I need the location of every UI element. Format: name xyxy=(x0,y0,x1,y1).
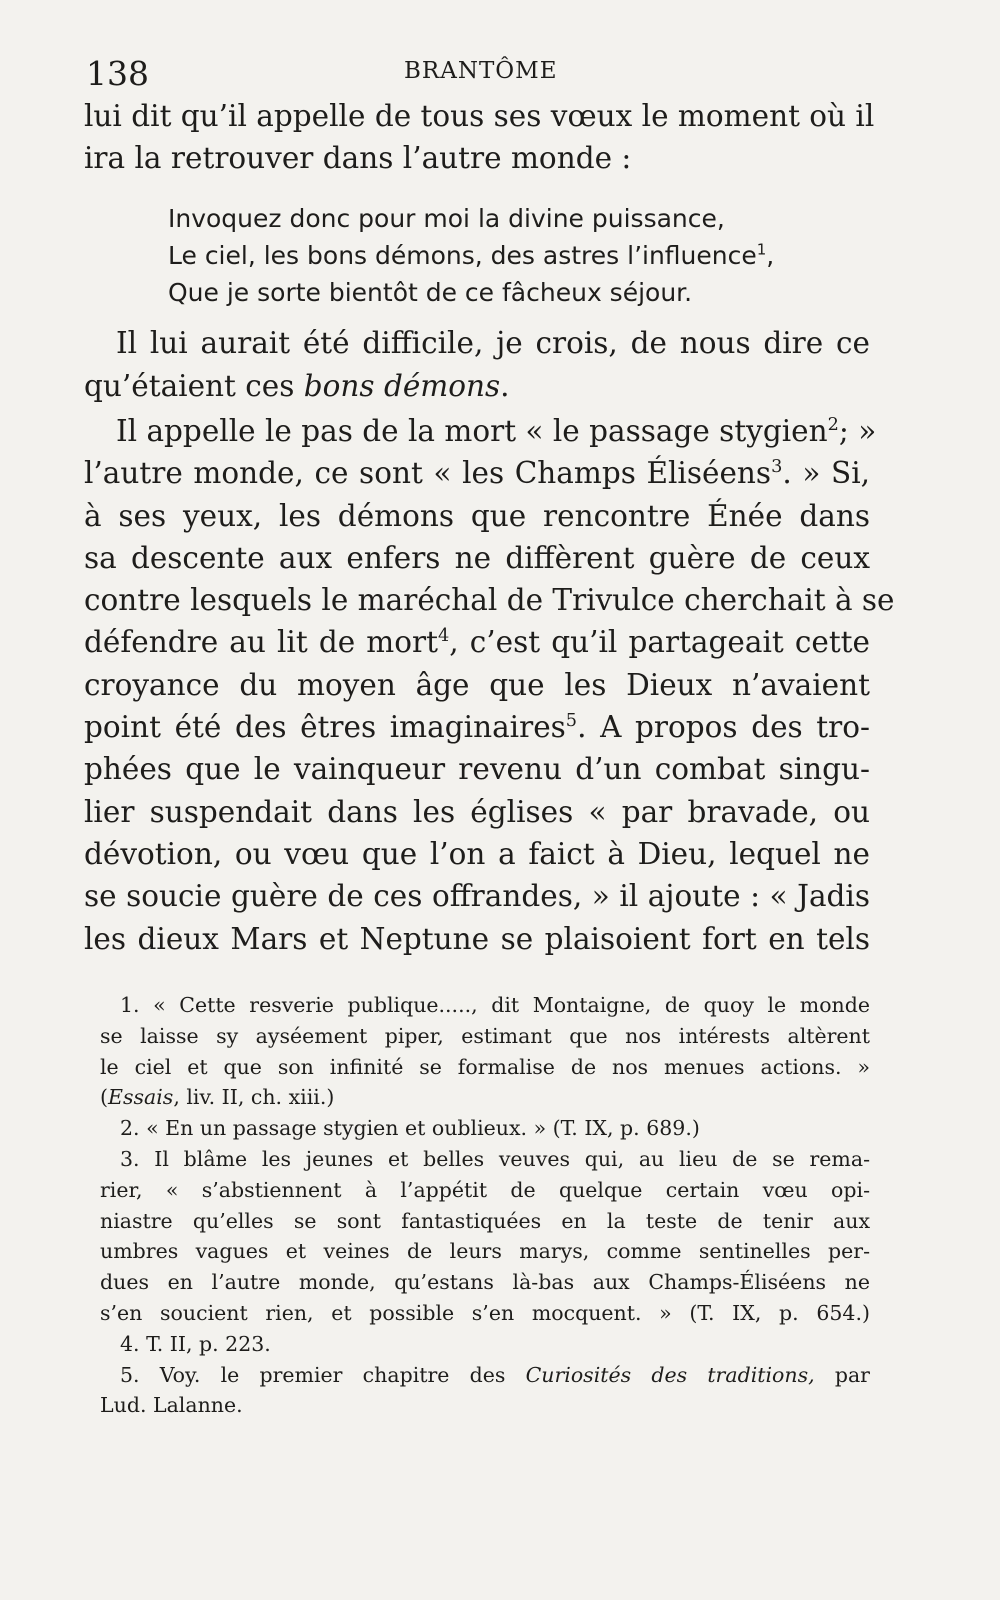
text-span: . xyxy=(500,369,510,404)
footnote-ref[interactable]: 4 xyxy=(438,626,450,647)
text-span: Il appelle le pas de la mort « le passage stygien xyxy=(116,414,828,448)
text-line xyxy=(84,365,870,408)
footnotes xyxy=(100,990,870,1421)
text-span: ; » xyxy=(838,414,877,448)
text-line: Il lui aurait été difficile, je crois, de nous dire ce xyxy=(116,326,870,360)
text-line: croyance du moyen âge que les Dieux n’avaient xyxy=(84,667,870,702)
italic-text: Curiosités des traditions, xyxy=(525,1362,815,1387)
text-line: dévotion, ou vœu que l’on a faict à Dieu, lequel ne xyxy=(84,836,870,871)
text-span: qu’étaient ces xyxy=(84,369,304,404)
footnote-line: Lud. Lalanne. xyxy=(100,1393,243,1418)
text-line xyxy=(84,621,870,663)
text-span: . » Si, xyxy=(782,456,871,491)
text-span: défendre au lit de mort xyxy=(84,625,438,660)
text-line: les dieux Mars et Neptune se plaisoient fort en tels xyxy=(84,921,870,956)
italic-text: Essais xyxy=(108,1085,174,1110)
text-span: point été des êtres imaginaires xyxy=(84,710,566,745)
text-span: 5. Voy. le premier chapitre des xyxy=(120,1362,526,1387)
footnote-line: le ciel et que son infinité se formalise de nos menues actions. » xyxy=(100,1054,870,1079)
footnote-line: 1. « Cette resverie publique....., dit Montaigne, de quoy le monde xyxy=(120,993,870,1017)
text-line: à ses yeux, les démons que rencontre Énée dans xyxy=(84,498,870,533)
text-line: se soucie guère de ces offrandes, » il ajoute : « Jadis xyxy=(84,879,870,914)
page-number: 138 xyxy=(86,54,149,93)
text-line xyxy=(84,452,870,494)
footnote-ref[interactable]: 2 xyxy=(827,415,839,436)
verse-quote xyxy=(168,200,808,311)
text-line xyxy=(84,410,877,452)
footnote-line: dues en l’autre monde, qu’estans là-bas aux Champs-Éliséens ne xyxy=(100,1270,870,1295)
text-span: , liv. II, ch. xiii.) xyxy=(173,1085,335,1110)
footnote-ref[interactable]: 1 xyxy=(756,240,767,259)
text-line: phées que le vainqueur revenu d’un combat singu- xyxy=(84,752,870,787)
footnote-line: umbres vagues et veines de leurs marys, comme sentinelles per- xyxy=(100,1239,870,1264)
footnote-line: 4. T. II, p. 223. xyxy=(120,1331,271,1356)
footnote-line: 3. Il blâme les jeunes et belles veuves qui, au lieu de se rema- xyxy=(120,1146,870,1171)
italic-text: bons démons xyxy=(303,369,501,404)
page-header xyxy=(86,44,866,94)
verse-line: Que je sorte bientôt de ce fâcheux séjour. xyxy=(168,278,693,307)
footnote-line xyxy=(100,1082,870,1113)
text-line xyxy=(84,706,870,748)
text-line: sa descente aux enfers ne diffèrent guère de ceux xyxy=(84,540,870,575)
footnote-line: se laisse sy ayséement piper, estimant que nos intérests altèrent xyxy=(100,1023,870,1048)
text-span: . A propos des tro- xyxy=(577,710,870,745)
text-span: ( xyxy=(100,1085,108,1110)
footnote-line xyxy=(100,1360,870,1391)
running-head: BRANTÔME xyxy=(404,58,558,84)
verse-line-text: Le ciel, les bons démons, des astres l’influence xyxy=(168,241,757,270)
footnote-line: s’en soucient rien, et possible s’en mocquent. » (T. IX, p. 654.) xyxy=(100,1300,870,1325)
verse-line: Invoquez donc pour moi la divine puissance, xyxy=(168,204,725,233)
footnote-line: 2. « En un passage stygien et oublieux. » (T. IX, p. 689.) xyxy=(120,1116,700,1141)
footnote-ref[interactable]: 3 xyxy=(771,457,783,478)
paragraph-2 xyxy=(84,322,870,408)
text-line: lui dit qu’il appelle de tous ses vœux le moment où il xyxy=(84,99,875,133)
text-line: contre lesquels le maréchal de Trivulce cherchait à se xyxy=(84,583,895,618)
text-span: , c’est qu’il partageait cette xyxy=(449,625,870,660)
text-line: lier suspendait dans les églises « par bravade, ou xyxy=(84,794,870,829)
paragraph-1 xyxy=(84,96,875,180)
text-span: l’autre monde, ce sont « les Champs Éliséens xyxy=(84,456,772,491)
text-span: par xyxy=(814,1362,870,1387)
footnote-line: rier, « s’abstiennent à l’appétit de quelque certain vœu opi- xyxy=(100,1177,870,1202)
text-line: ira la retrouver dans l’autre monde : xyxy=(84,140,632,175)
footnote-line: niastre qu’elles se sont fantastiquées en la teste de tenir aux xyxy=(100,1208,870,1233)
footnote-ref[interactable]: 5 xyxy=(565,711,578,732)
paragraph-3 xyxy=(84,410,895,960)
verse-line: Le ciel, les bons démons, des astres l’influence$^1$, xyxy=(168,240,775,270)
